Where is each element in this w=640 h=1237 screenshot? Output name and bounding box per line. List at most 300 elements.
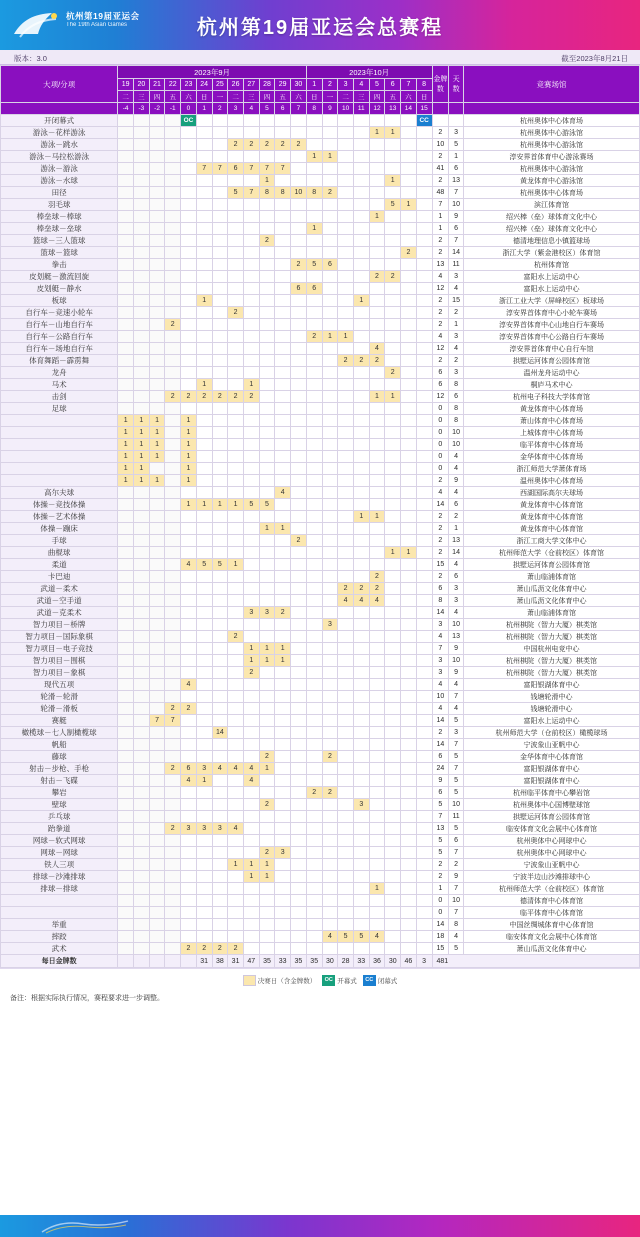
schedule-cell[interactable]	[149, 799, 165, 811]
schedule-cell[interactable]	[322, 823, 338, 835]
schedule-cell[interactable]	[134, 631, 150, 643]
schedule-cell[interactable]	[385, 523, 401, 535]
schedule-cell[interactable]	[401, 355, 417, 367]
schedule-cell[interactable]	[291, 859, 307, 871]
schedule-cell[interactable]	[401, 319, 417, 331]
schedule-cell[interactable]: 1	[243, 643, 259, 655]
schedule-cell[interactable]: 5	[243, 499, 259, 511]
schedule-cell[interactable]	[353, 643, 369, 655]
schedule-cell[interactable]	[291, 631, 307, 643]
schedule-cell[interactable]	[291, 871, 307, 883]
schedule-cell[interactable]	[212, 715, 228, 727]
schedule-cell[interactable]: 7	[259, 163, 275, 175]
schedule-cell[interactable]: 1	[243, 859, 259, 871]
schedule-cell[interactable]	[149, 487, 165, 499]
schedule-cell[interactable]	[291, 235, 307, 247]
schedule-cell[interactable]: 4	[212, 763, 228, 775]
schedule-cell[interactable]	[291, 523, 307, 535]
schedule-cell[interactable]	[243, 343, 259, 355]
schedule-cell[interactable]	[291, 847, 307, 859]
schedule-cell[interactable]	[369, 655, 385, 667]
schedule-cell[interactable]	[212, 871, 228, 883]
schedule-cell[interactable]	[134, 799, 150, 811]
schedule-cell[interactable]	[385, 511, 401, 523]
schedule-cell[interactable]	[228, 691, 244, 703]
schedule-cell[interactable]	[401, 127, 417, 139]
schedule-cell[interactable]: 2	[228, 391, 244, 403]
schedule-cell[interactable]	[212, 283, 228, 295]
schedule-cell[interactable]	[134, 619, 150, 631]
schedule-cell[interactable]	[416, 859, 432, 871]
schedule-cell[interactable]	[306, 559, 322, 571]
schedule-cell[interactable]	[416, 247, 432, 259]
schedule-cell[interactable]	[353, 415, 369, 427]
schedule-cell[interactable]	[243, 295, 259, 307]
schedule-cell[interactable]	[259, 583, 275, 595]
schedule-cell[interactable]: 10	[291, 187, 307, 199]
schedule-cell[interactable]	[322, 247, 338, 259]
schedule-cell[interactable]	[353, 307, 369, 319]
schedule-cell[interactable]	[243, 895, 259, 907]
schedule-cell[interactable]	[149, 811, 165, 823]
schedule-cell[interactable]	[181, 283, 197, 295]
schedule-cell[interactable]: 5	[385, 199, 401, 211]
schedule-cell[interactable]	[385, 823, 401, 835]
schedule-cell[interactable]	[275, 235, 291, 247]
schedule-cell[interactable]	[322, 115, 338, 127]
schedule-cell[interactable]	[165, 199, 181, 211]
schedule-cell[interactable]	[118, 247, 134, 259]
schedule-cell[interactable]	[416, 211, 432, 223]
schedule-cell[interactable]	[353, 235, 369, 247]
schedule-cell[interactable]: 1	[306, 223, 322, 235]
schedule-cell[interactable]	[134, 595, 150, 607]
schedule-cell[interactable]	[165, 259, 181, 271]
schedule-cell[interactable]	[416, 571, 432, 583]
schedule-cell[interactable]: 2	[322, 751, 338, 763]
schedule-cell[interactable]	[338, 115, 354, 127]
schedule-cell[interactable]	[212, 679, 228, 691]
schedule-cell[interactable]	[165, 367, 181, 379]
schedule-cell[interactable]	[243, 619, 259, 631]
schedule-cell[interactable]	[291, 463, 307, 475]
schedule-cell[interactable]	[291, 247, 307, 259]
schedule-cell[interactable]	[353, 319, 369, 331]
schedule-cell[interactable]	[275, 271, 291, 283]
schedule-cell[interactable]: 2	[259, 751, 275, 763]
schedule-cell[interactable]	[196, 463, 212, 475]
schedule-cell[interactable]	[196, 211, 212, 223]
schedule-cell[interactable]	[291, 739, 307, 751]
schedule-cell[interactable]	[275, 775, 291, 787]
schedule-cell[interactable]	[306, 583, 322, 595]
schedule-cell[interactable]	[291, 415, 307, 427]
schedule-cell[interactable]	[118, 271, 134, 283]
schedule-cell[interactable]	[181, 727, 197, 739]
schedule-cell[interactable]	[401, 763, 417, 775]
schedule-cell[interactable]	[322, 763, 338, 775]
schedule-cell[interactable]	[369, 715, 385, 727]
schedule-cell[interactable]	[322, 715, 338, 727]
schedule-cell[interactable]	[196, 691, 212, 703]
schedule-cell[interactable]	[306, 919, 322, 931]
schedule-cell[interactable]	[416, 907, 432, 919]
schedule-cell[interactable]	[322, 163, 338, 175]
schedule-cell[interactable]	[196, 283, 212, 295]
schedule-cell[interactable]	[416, 163, 432, 175]
schedule-cell[interactable]	[401, 739, 417, 751]
schedule-cell[interactable]	[275, 571, 291, 583]
schedule-cell[interactable]	[401, 151, 417, 163]
schedule-cell[interactable]	[306, 775, 322, 787]
schedule-cell[interactable]: 3	[353, 799, 369, 811]
schedule-cell[interactable]	[243, 547, 259, 559]
schedule-cell[interactable]	[165, 127, 181, 139]
schedule-cell[interactable]	[353, 487, 369, 499]
schedule-cell[interactable]	[165, 907, 181, 919]
schedule-cell[interactable]	[369, 175, 385, 187]
schedule-cell[interactable]	[149, 151, 165, 163]
schedule-cell[interactable]	[196, 343, 212, 355]
schedule-cell[interactable]	[322, 403, 338, 415]
schedule-cell[interactable]: 1	[118, 475, 134, 487]
schedule-cell[interactable]: 1	[353, 295, 369, 307]
schedule-cell[interactable]	[353, 211, 369, 223]
schedule-cell[interactable]	[228, 667, 244, 679]
schedule-cell[interactable]	[196, 415, 212, 427]
schedule-cell[interactable]: 5	[212, 559, 228, 571]
schedule-cell[interactable]	[306, 679, 322, 691]
schedule-cell[interactable]	[196, 679, 212, 691]
schedule-cell[interactable]	[416, 499, 432, 511]
schedule-cell[interactable]	[275, 115, 291, 127]
schedule-cell[interactable]	[212, 199, 228, 211]
schedule-cell[interactable]	[196, 235, 212, 247]
schedule-cell[interactable]	[401, 451, 417, 463]
schedule-cell[interactable]	[165, 307, 181, 319]
schedule-cell[interactable]	[118, 115, 134, 127]
schedule-cell[interactable]	[149, 139, 165, 151]
schedule-cell[interactable]	[212, 691, 228, 703]
schedule-cell[interactable]	[149, 355, 165, 367]
schedule-cell[interactable]	[416, 763, 432, 775]
schedule-cell[interactable]	[385, 151, 401, 163]
schedule-cell[interactable]: 7	[243, 163, 259, 175]
schedule-cell[interactable]	[134, 583, 150, 595]
schedule-cell[interactable]	[212, 463, 228, 475]
schedule-cell[interactable]	[291, 379, 307, 391]
schedule-cell[interactable]	[149, 235, 165, 247]
schedule-cell[interactable]	[165, 799, 181, 811]
schedule-cell[interactable]: 1	[149, 451, 165, 463]
schedule-cell[interactable]	[228, 715, 244, 727]
schedule-cell[interactable]	[369, 751, 385, 763]
schedule-cell[interactable]	[353, 715, 369, 727]
schedule-cell[interactable]	[212, 931, 228, 943]
schedule-cell[interactable]	[353, 523, 369, 535]
schedule-cell[interactable]	[196, 127, 212, 139]
schedule-cell[interactable]: 2	[353, 583, 369, 595]
schedule-cell[interactable]	[338, 727, 354, 739]
schedule-cell[interactable]	[181, 907, 197, 919]
schedule-cell[interactable]: 4	[369, 595, 385, 607]
schedule-cell[interactable]	[353, 907, 369, 919]
schedule-cell[interactable]	[322, 679, 338, 691]
schedule-cell[interactable]	[416, 883, 432, 895]
schedule-cell[interactable]	[353, 787, 369, 799]
schedule-cell[interactable]	[165, 475, 181, 487]
schedule-cell[interactable]	[275, 535, 291, 547]
schedule-cell[interactable]	[118, 751, 134, 763]
schedule-cell[interactable]	[212, 619, 228, 631]
schedule-cell[interactable]	[385, 439, 401, 451]
schedule-cell[interactable]	[369, 871, 385, 883]
schedule-cell[interactable]	[118, 931, 134, 943]
schedule-cell[interactable]	[369, 919, 385, 931]
schedule-cell[interactable]	[118, 847, 134, 859]
schedule-cell[interactable]	[291, 343, 307, 355]
schedule-cell[interactable]	[369, 835, 385, 847]
schedule-cell[interactable]	[196, 859, 212, 871]
schedule-cell[interactable]	[228, 415, 244, 427]
schedule-cell[interactable]: 4	[369, 343, 385, 355]
schedule-cell[interactable]	[118, 199, 134, 211]
schedule-cell[interactable]: 4	[181, 559, 197, 571]
schedule-cell[interactable]	[165, 691, 181, 703]
schedule-cell[interactable]	[259, 691, 275, 703]
schedule-cell[interactable]	[212, 835, 228, 847]
schedule-cell[interactable]	[134, 907, 150, 919]
schedule-cell[interactable]: 2	[338, 583, 354, 595]
schedule-cell[interactable]	[118, 535, 134, 547]
schedule-cell[interactable]: 1	[196, 379, 212, 391]
schedule-cell[interactable]	[212, 247, 228, 259]
schedule-cell[interactable]	[322, 283, 338, 295]
schedule-cell[interactable]	[165, 415, 181, 427]
schedule-cell[interactable]	[353, 223, 369, 235]
schedule-cell[interactable]	[228, 115, 244, 127]
schedule-cell[interactable]	[353, 187, 369, 199]
schedule-cell[interactable]	[165, 487, 181, 499]
schedule-cell[interactable]	[165, 631, 181, 643]
schedule-cell[interactable]	[275, 367, 291, 379]
schedule-cell[interactable]: 2	[322, 187, 338, 199]
schedule-cell[interactable]	[338, 379, 354, 391]
schedule-cell[interactable]	[212, 415, 228, 427]
schedule-cell[interactable]	[181, 691, 197, 703]
schedule-cell[interactable]	[401, 607, 417, 619]
schedule-cell[interactable]	[291, 199, 307, 211]
schedule-cell[interactable]: 1	[275, 655, 291, 667]
schedule-cell[interactable]	[385, 667, 401, 679]
schedule-cell[interactable]: 1	[275, 523, 291, 535]
schedule-cell[interactable]	[338, 175, 354, 187]
schedule-cell[interactable]	[322, 871, 338, 883]
schedule-cell[interactable]: 6	[291, 283, 307, 295]
schedule-cell[interactable]	[338, 679, 354, 691]
schedule-cell[interactable]	[401, 715, 417, 727]
schedule-cell[interactable]: 3	[259, 607, 275, 619]
schedule-cell[interactable]	[243, 691, 259, 703]
schedule-cell[interactable]	[322, 643, 338, 655]
schedule-cell[interactable]	[416, 187, 432, 199]
schedule-cell[interactable]	[228, 211, 244, 223]
schedule-cell[interactable]	[275, 739, 291, 751]
schedule-cell[interactable]	[181, 139, 197, 151]
schedule-cell[interactable]	[306, 835, 322, 847]
schedule-cell[interactable]	[275, 415, 291, 427]
schedule-cell[interactable]	[291, 319, 307, 331]
schedule-cell[interactable]	[385, 331, 401, 343]
schedule-cell[interactable]	[134, 175, 150, 187]
schedule-cell[interactable]: 4	[369, 931, 385, 943]
schedule-cell[interactable]	[275, 787, 291, 799]
schedule-cell[interactable]	[338, 511, 354, 523]
schedule-cell[interactable]	[416, 751, 432, 763]
schedule-cell[interactable]	[196, 187, 212, 199]
schedule-cell[interactable]	[134, 127, 150, 139]
schedule-cell[interactable]	[385, 451, 401, 463]
schedule-cell[interactable]	[243, 739, 259, 751]
schedule-cell[interactable]	[165, 247, 181, 259]
schedule-cell[interactable]	[322, 499, 338, 511]
schedule-cell[interactable]	[353, 883, 369, 895]
schedule-cell[interactable]	[181, 403, 197, 415]
schedule-cell[interactable]	[385, 811, 401, 823]
schedule-cell[interactable]	[416, 487, 432, 499]
schedule-cell[interactable]	[181, 247, 197, 259]
schedule-cell[interactable]	[243, 523, 259, 535]
schedule-cell[interactable]: 1	[322, 151, 338, 163]
schedule-cell[interactable]	[416, 823, 432, 835]
schedule-cell[interactable]	[228, 199, 244, 211]
schedule-cell[interactable]	[196, 847, 212, 859]
schedule-cell[interactable]	[385, 499, 401, 511]
schedule-cell[interactable]	[275, 619, 291, 631]
schedule-cell[interactable]	[385, 415, 401, 427]
schedule-cell[interactable]	[228, 295, 244, 307]
schedule-cell[interactable]	[338, 199, 354, 211]
schedule-cell[interactable]	[243, 487, 259, 499]
schedule-cell[interactable]	[212, 607, 228, 619]
schedule-cell[interactable]	[134, 343, 150, 355]
schedule-cell[interactable]	[259, 883, 275, 895]
schedule-cell[interactable]: 4	[243, 763, 259, 775]
schedule-cell[interactable]	[322, 895, 338, 907]
schedule-cell[interactable]	[118, 523, 134, 535]
schedule-cell[interactable]: 2	[338, 355, 354, 367]
schedule-cell[interactable]	[228, 511, 244, 523]
schedule-cell[interactable]	[369, 631, 385, 643]
schedule-cell[interactable]: 2	[259, 235, 275, 247]
schedule-cell[interactable]	[353, 775, 369, 787]
schedule-cell[interactable]	[275, 631, 291, 643]
schedule-cell[interactable]	[369, 943, 385, 955]
schedule-cell[interactable]: 2	[291, 259, 307, 271]
schedule-cell[interactable]: 1	[369, 127, 385, 139]
schedule-cell[interactable]	[353, 247, 369, 259]
schedule-cell[interactable]	[243, 811, 259, 823]
schedule-cell[interactable]	[134, 703, 150, 715]
schedule-cell[interactable]	[369, 523, 385, 535]
schedule-cell[interactable]	[259, 559, 275, 571]
schedule-cell[interactable]	[134, 331, 150, 343]
schedule-cell[interactable]	[306, 427, 322, 439]
schedule-cell[interactable]: 1	[134, 451, 150, 463]
schedule-cell[interactable]: 1	[243, 379, 259, 391]
schedule-cell[interactable]	[322, 199, 338, 211]
schedule-cell[interactable]	[134, 571, 150, 583]
schedule-cell[interactable]	[385, 931, 401, 943]
schedule-cell[interactable]	[212, 907, 228, 919]
schedule-cell[interactable]	[118, 883, 134, 895]
schedule-cell[interactable]	[149, 499, 165, 511]
schedule-cell[interactable]: 1	[134, 415, 150, 427]
schedule-cell[interactable]	[385, 643, 401, 655]
schedule-cell[interactable]	[149, 535, 165, 547]
schedule-cell[interactable]	[196, 607, 212, 619]
schedule-cell[interactable]	[353, 751, 369, 763]
schedule-cell[interactable]: 1	[338, 331, 354, 343]
schedule-cell[interactable]	[134, 307, 150, 319]
schedule-cell[interactable]	[275, 451, 291, 463]
schedule-cell[interactable]	[275, 931, 291, 943]
schedule-cell[interactable]	[243, 259, 259, 271]
schedule-cell[interactable]	[369, 439, 385, 451]
schedule-cell[interactable]	[338, 751, 354, 763]
schedule-cell[interactable]	[165, 739, 181, 751]
schedule-cell[interactable]	[243, 475, 259, 487]
schedule-cell[interactable]	[416, 631, 432, 643]
schedule-cell[interactable]	[306, 715, 322, 727]
schedule-cell[interactable]	[353, 391, 369, 403]
schedule-cell[interactable]	[401, 691, 417, 703]
schedule-cell[interactable]	[291, 439, 307, 451]
schedule-cell[interactable]	[322, 799, 338, 811]
schedule-cell[interactable]	[385, 727, 401, 739]
schedule-cell[interactable]: 14	[212, 727, 228, 739]
schedule-cell[interactable]	[322, 511, 338, 523]
schedule-cell[interactable]	[291, 679, 307, 691]
schedule-cell[interactable]: 1	[369, 883, 385, 895]
schedule-cell[interactable]	[385, 847, 401, 859]
schedule-cell[interactable]	[401, 235, 417, 247]
schedule-cell[interactable]	[134, 115, 150, 127]
schedule-cell[interactable]: 2	[228, 943, 244, 955]
schedule-cell[interactable]	[181, 835, 197, 847]
schedule-cell[interactable]: 1	[134, 427, 150, 439]
schedule-cell[interactable]	[243, 127, 259, 139]
schedule-cell[interactable]	[134, 763, 150, 775]
schedule-cell[interactable]	[149, 523, 165, 535]
schedule-cell[interactable]	[212, 883, 228, 895]
schedule-cell[interactable]	[416, 667, 432, 679]
schedule-cell[interactable]	[196, 451, 212, 463]
schedule-cell[interactable]	[149, 943, 165, 955]
schedule-cell[interactable]	[322, 415, 338, 427]
schedule-cell[interactable]	[275, 943, 291, 955]
schedule-cell[interactable]	[291, 499, 307, 511]
schedule-cell[interactable]	[416, 847, 432, 859]
schedule-cell[interactable]	[322, 667, 338, 679]
schedule-cell[interactable]	[401, 175, 417, 187]
schedule-cell[interactable]	[134, 943, 150, 955]
schedule-cell[interactable]	[385, 631, 401, 643]
schedule-cell[interactable]	[259, 571, 275, 583]
schedule-cell[interactable]	[401, 907, 417, 919]
schedule-cell[interactable]	[322, 319, 338, 331]
schedule-cell[interactable]	[149, 559, 165, 571]
